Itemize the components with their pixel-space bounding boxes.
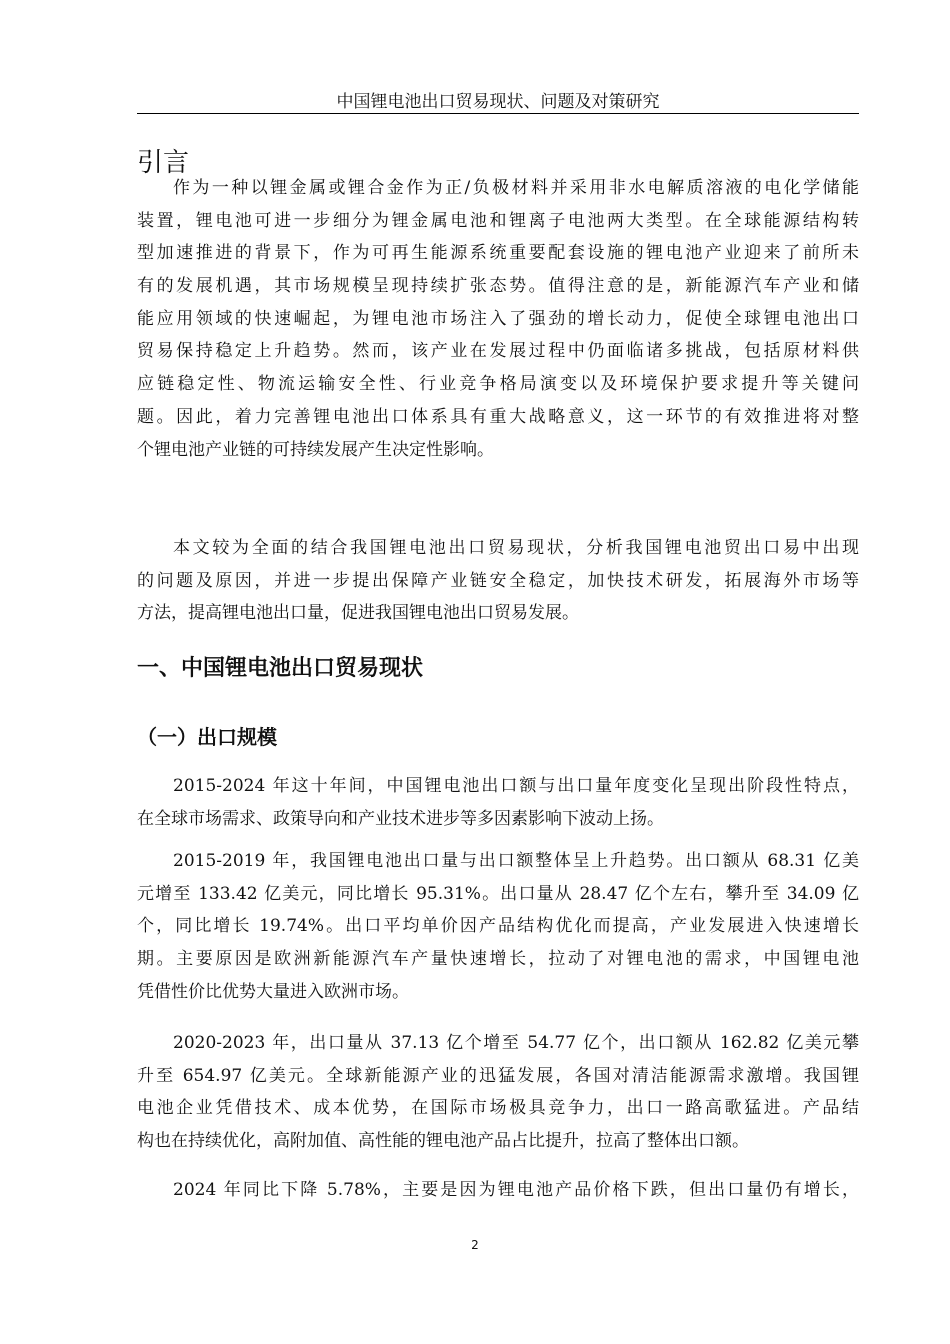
text-line: 应链稳定性、物流运输安全性、行业竞争格局演变以及环境保护要求提升等关键问 — [137, 374, 859, 395]
text-line: 升至 654.97 亿美元。全球新能源产业的迅猛发展，各国对清洁能源需求激增。我国锂 — [137, 1065, 859, 1086]
intro-paragraph-1 — [137, 172, 859, 466]
text-line: 2015-2019 年，我国锂电池出口量与出口额整体呈上升趋势。出口额从 68.31 亿美 — [173, 851, 859, 871]
text-line: 电池企业凭借技术、成本优势，在国际市场极具竞争力，出口一路高歌猛进。产品结 — [137, 1098, 859, 1119]
text-line: 2024 年同比下降 5.78%，主要是因为锂电池产品价格下跌，但出口量仍有增长， — [173, 1180, 859, 1200]
header-rule — [137, 113, 859, 114]
text-line: 贸易保持稳定上升趋势。然而，该产业在发展过程中仍面临诸多挑战，包括原材料供 — [137, 341, 859, 362]
text-line: 元增至 133.42 亿美元，同比增长 95.31%。出口量从 28.47 亿个左右，攀升至 34.09 亿 — [137, 883, 859, 904]
running-header: 中国锂电池出口贸易现状、问题及对策研究 — [336, 92, 660, 112]
intro-heading: 引言 — [137, 148, 190, 178]
text-line: 型加速推进的背景下，作为可再生能源系统重要配套设施的锂电池产业迎来了前所未 — [137, 243, 859, 264]
export-scale-paragraph-1 — [137, 770, 859, 835]
intro-paragraph-2 — [137, 532, 859, 630]
text-line: 有的发展机遇，其市场规模呈现持续扩张态势。值得注意的是，新能源汽车产业和储 — [137, 276, 859, 297]
text-line: 本文较为全面的结合我国锂电池出口贸易现状，分析我国锂电池贸出口易中出现 — [173, 538, 859, 558]
text-line: 2020-2023 年，出口量从 37.13 亿个增至 54.77 亿个，出口额从 162.82 亿美元攀 — [173, 1033, 859, 1053]
text-line: 构也在持续优化，高附加值、高性能的锂电池产品占比提升，拉高了整体出口额。 — [137, 1131, 749, 1152]
export-scale-paragraph-2 — [137, 845, 859, 1008]
text-line: 作为一种以锂金属或锂合金作为正/负极材料并采用非水电解质溶液的电化学储能 — [173, 178, 859, 198]
text-line: 装置，锂电池可进一步细分为锂金属电池和锂离子电池两大类型。在全球能源结构转 — [137, 210, 859, 231]
text-line: 期。主要原因是欧洲新能源汽车产量快速增长，拉动了对锂电池的需求，中国锂电池 — [137, 949, 859, 970]
text-line: 能应用领域的快速崛起，为锂电池市场注入了强劲的增长动力，促使全球锂电池出口 — [137, 308, 859, 329]
text-line: 2015-2024 年这十年间，中国锂电池出口额与出口量年度变化呈现出阶段性特点， — [173, 776, 859, 796]
export-scale-paragraph-3 — [137, 1027, 859, 1158]
text-line: 题。因此，着力完善锂电池出口体系具有重大战略意义，这一环节的有效推进将对整 — [137, 406, 859, 427]
text-line: 个，同比增长 19.74%。出口平均单价因产品结构优化而提高，产业发展进入快速增长 — [137, 916, 859, 937]
export-scale-paragraph-4 — [137, 1174, 859, 1207]
subsection-1-heading: （一）出口规模 — [137, 725, 277, 749]
text-line: 方法，提高锂电池出口量，促进我国锂电池出口贸易发展。 — [137, 603, 579, 624]
section-1-heading: 一、中国锂电池出口贸易现状 — [137, 656, 424, 681]
text-line: 的问题及原因，并进一步提出保障产业链安全稳定，加快技术研发，拓展海外市场等 — [137, 570, 859, 591]
page-number: 2 — [471, 1238, 479, 1252]
text-line: 个锂电池产业链的可持续发展产生决定性影响。 — [137, 439, 494, 460]
text-line: 凭借性价比优势大量进入欧洲市场。 — [137, 981, 409, 1002]
text-line: 在全球市场需求、政策导向和产业技术进步等多因素影响下波动上扬。 — [137, 808, 664, 829]
